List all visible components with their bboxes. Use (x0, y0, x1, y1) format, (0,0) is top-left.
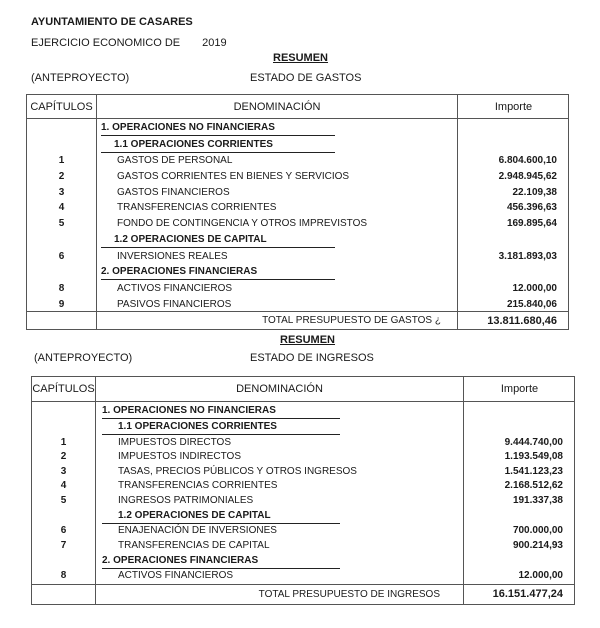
ingresos-draft-label: (ANTEPROYECTO) (34, 352, 133, 364)
ingresos-title: ESTADO DE INGRESOS (250, 352, 374, 364)
table-row (27, 216, 568, 231)
amount: 9.444.740,00 (504, 436, 563, 448)
table-row (27, 249, 568, 264)
column-header-chapters: CAPÍTULOS (32, 383, 95, 395)
column-header-denomination: DENOMINACIÓN (236, 383, 323, 395)
denomination: IMPUESTOS INDIRECTOS (118, 451, 241, 463)
subsection-label: 1.1 OPERACIONES CORRIENTES (118, 420, 277, 432)
column-header-amount: Importe (500, 383, 539, 395)
denomination: PASIVOS FINANCIEROS (117, 298, 232, 310)
denomination: GASTOS CORRIENTES EN BIENES Y SERVICIOS (117, 170, 350, 182)
amount: 700.000,00 (512, 525, 563, 537)
subsection-heading (32, 419, 574, 434)
amount: 2.948.945,62 (498, 170, 557, 182)
chapter-number: 7 (60, 540, 67, 551)
gastos-total-amount: 13.811.680,46 (487, 315, 557, 327)
subsection-label: 1.2 OPERACIONES DE CAPITAL (118, 509, 271, 521)
amount: 900.214,93 (512, 540, 563, 551)
amount: 1.193.549,08 (504, 451, 563, 463)
table-row (32, 568, 574, 583)
ingresos-summary-heading: RESUMEN (280, 334, 336, 346)
subsection-heading (27, 232, 568, 247)
chapter-number: 5 (58, 218, 65, 230)
denomination: TRANSFERENCIAS CORRIENTES (118, 480, 278, 492)
fiscal-year: 2019 (202, 37, 227, 49)
denomination: ACTIVOS FINANCIEROS (117, 282, 233, 294)
amount: 191.337,38 (512, 495, 563, 506)
column-header-amount: Importe (494, 101, 533, 113)
amount: 1.541.123,23 (504, 465, 563, 477)
subsection-heading (27, 137, 568, 152)
table-row (32, 449, 574, 464)
table-row (32, 435, 574, 450)
amount: 12.000,00 (512, 282, 557, 294)
gastos-title: ESTADO DE GASTOS (250, 72, 362, 84)
fiscal-year-line (31, 37, 227, 49)
subsection-label: 1.1 OPERACIONES CORRIENTES (114, 138, 273, 150)
denomination: TRANSFERENCIAS DE CAPITAL (118, 540, 270, 551)
table-row (32, 538, 574, 553)
denomination: ACTIVOS FINANCIEROS (118, 570, 234, 582)
section-label: 2. OPERACIONES FINANCIERAS (102, 554, 259, 566)
fiscal-year-label: EJERCICIO ECONOMICO DE (31, 37, 181, 49)
chapter-number: 5 (60, 495, 67, 506)
table-row (32, 523, 574, 538)
denomination: IMPUESTOS DIRECTOS (118, 436, 231, 448)
section-heading (32, 553, 574, 568)
chapter-number: 3 (58, 186, 65, 198)
gastos-summary-heading: RESUMEN (273, 52, 329, 64)
table-row (27, 297, 568, 312)
amount: 2.168.512,62 (504, 480, 563, 492)
ingresos-table (31, 376, 575, 605)
table-row (27, 200, 568, 215)
amount: 456.396,63 (506, 202, 557, 214)
amount: 3.181.893,03 (498, 250, 557, 262)
amount: 169.895,64 (506, 218, 557, 230)
section-heading (32, 403, 574, 418)
denomination: TASAS, PRECIOS PÚBLICOS Y OTROS INGRESOS (118, 465, 357, 477)
section-label: 1. OPERACIONES NO FINANCIERAS (102, 405, 276, 416)
table-row (32, 478, 574, 493)
denomination: TRANSFERENCIAS CORRIENTES (117, 202, 277, 214)
chapter-number: 6 (58, 250, 65, 262)
chapter-number: 9 (58, 298, 65, 310)
column-header-denomination: DENOMINACIÓN (233, 101, 321, 113)
chapter-number: 2 (60, 451, 67, 463)
amount: 6.804.600,10 (498, 155, 557, 166)
chapter-number: 8 (60, 570, 67, 582)
table-row (27, 153, 568, 168)
chapter-number: 1 (58, 155, 65, 166)
gastos-draft-label: (ANTEPROYECTO) (31, 72, 130, 84)
section-label: 2. OPERACIONES FINANCIERAS (101, 266, 258, 278)
subsection-heading (32, 508, 574, 523)
chapter-number: 6 (60, 525, 67, 537)
chapter-number: 3 (60, 465, 67, 477)
section-heading (27, 264, 568, 279)
chapter-number: 2 (58, 170, 65, 182)
gastos-table (26, 94, 569, 330)
amount: 215.840,06 (506, 298, 557, 310)
ingresos-total-label: TOTAL PRESUPUESTO DE INGRESOS (258, 589, 440, 600)
table-row (27, 169, 568, 184)
denomination: GASTOS FINANCIEROS (117, 186, 230, 198)
amount: 22.109,38 (512, 186, 557, 198)
denomination: FONDO DE CONTINGENCIA Y OTROS IMPREVISTOS (117, 218, 368, 230)
denomination: ENAJENACIÓN DE INVERSIONES (118, 525, 277, 537)
chapter-number: 1 (60, 436, 67, 448)
ingresos-total-amount: 16.151.477,24 (492, 588, 563, 600)
table-row (27, 281, 568, 296)
section-heading (27, 120, 568, 135)
section-label: 1. OPERACIONES NO FINANCIERAS (101, 122, 275, 133)
denomination: GASTOS DE PERSONAL (117, 155, 233, 166)
subsection-label: 1.2 OPERACIONES DE CAPITAL (114, 234, 267, 245)
chapter-number: 4 (58, 202, 65, 214)
denomination: INVERSIONES REALES (117, 250, 228, 262)
organization-name: AYUNTAMIENTO DE CASARES (31, 16, 193, 28)
chapter-number: 8 (58, 282, 65, 294)
table-row (32, 493, 574, 508)
column-header-chapters: CAPÍTULOS (30, 101, 93, 113)
gastos-total-label: TOTAL PRESUPUESTO DE GASTOS ¿ (262, 315, 441, 326)
amount: 12.000,00 (518, 570, 563, 582)
table-row (32, 464, 574, 479)
table-row (27, 185, 568, 200)
denomination: INGRESOS PATRIMONIALES (118, 495, 254, 506)
chapter-number: 4 (60, 480, 67, 492)
